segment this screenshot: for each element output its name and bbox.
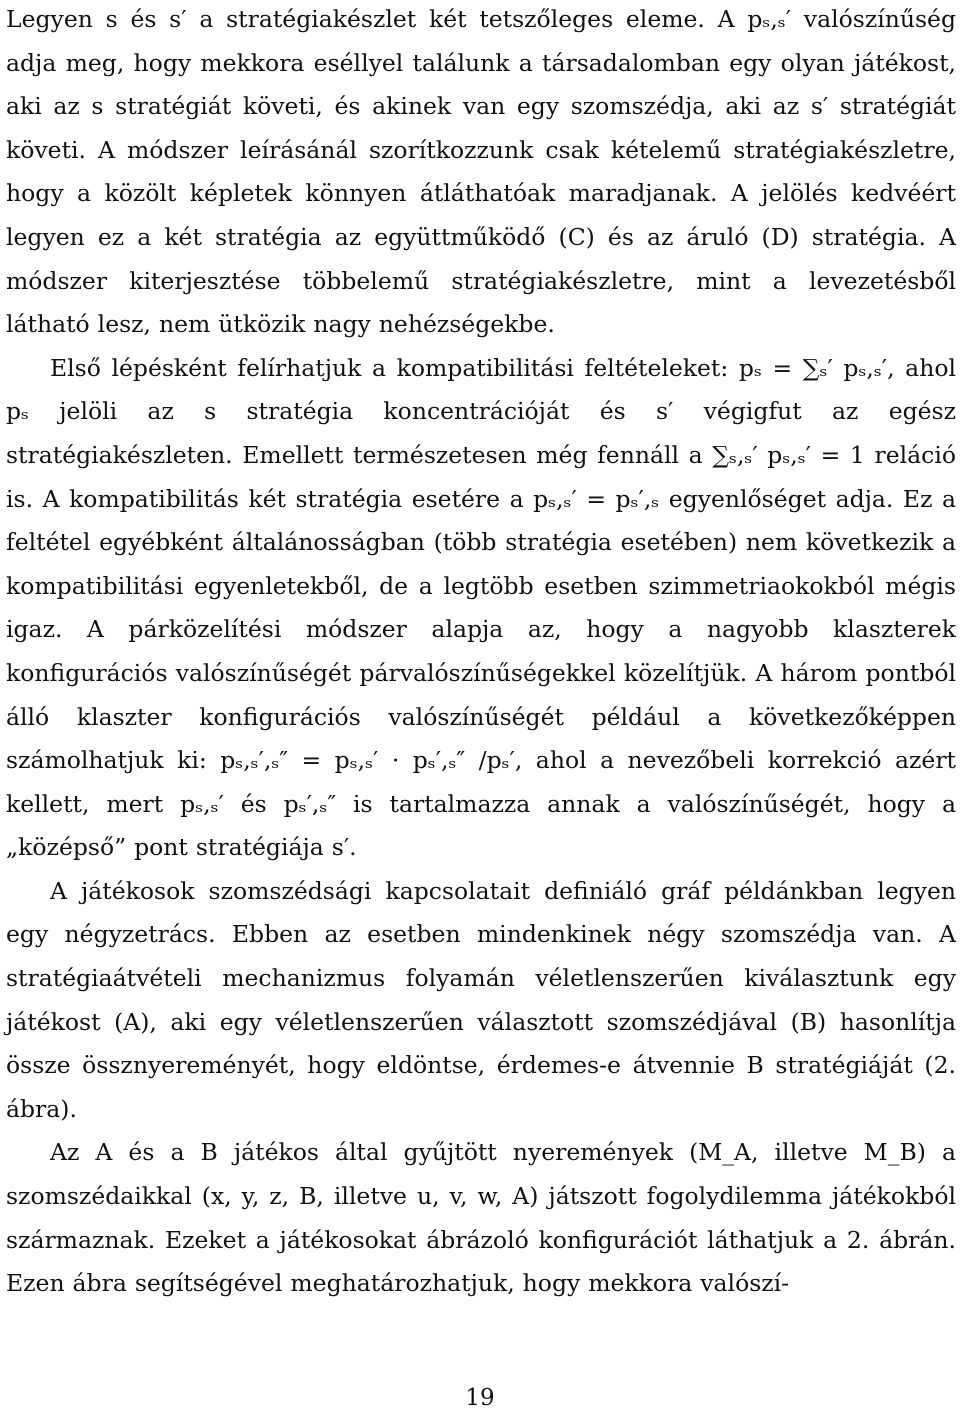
paragraph-2: Első lépésként felírhatjuk a kompatibilitási feltételeket: pₛ = ∑ₛ′ pₛ,ₛ′, ahol pₛ jelöli az s stratégia koncentrációját és s′ végigfut az egész stratégiakészleten. Emellett természetesen még fennáll a ∑ₛ,ₛ′ pₛ,ₛ′ = 1 reláció is. A kompatibilitás két stratégia esetére a pₛ,ₛ′ = pₛ′,ₛ egyenlőséget adja. Ez a feltétel egyébként általánosságban (több stratégia esetében) nem következik a kompatibilitási egyenletekből, de a legtöbb esetben szimmetriaokokból mégis igaz. A párközelítési módszer alapja az, hogy a nagyobb klaszterek konfigurációs valószínűségét párvalószínűségekkel közelítjük. A három pontból álló klaszter konfigurációs valószínűségét például a következőképpen számolhatjuk ki: pₛ,ₛ′,ₛ″ = pₛ,ₛ′ · pₛ′,ₛ″ /pₛ′, ahol a nevezőbeli korrekció azért kellett, mert pₛ,ₛ′ és pₛ′,ₛ″ is tartalmazza annak a valószínűségét, hogy a „középső” pont stratégiája s′. — [6, 353, 956, 862]
paragraph-1: Legyen s és s′ a stratégiakészlet két tetszőleges eleme. A pₛ,ₛ′ valószínűség adja meg, hogy mekkora eséllyel találunk a társadalomban egy olyan játékost, aki az s stratégiát követi, és akinek van egy szomszédja, aki az s′ stratégiát követi. A módszer leírásánál szorítkozzunk csak kételemű stratégiakészletre, hogy a közölt képletek könnyen átláthatóak maradjanak. A jelölés kedvéért legyen ez a két stratégia az együttműködő (C) és az áruló (D) stratégia. A módszer kiterjesztése többelemű stratégiakészletre, mint a levezetésből látható lesz, nem ütközik nagy nehézségekbe. — [6, 5, 956, 339]
paragraph-4: Az A és a B játékos által gyűjtött nyeremények (M_A, illetve M_B) a szomszédaikkal (x, y, z, B, illetve u, v, w, A) játszott fogolydilemma játékokból származnak. Ezeket a játékosokat ábrázoló konfigurációt láthatjuk a 2. ábrán. Ezen ábra segítségével meghatározhatjuk, hogy mekkora valószí- — [6, 1138, 956, 1298]
paragraph-3: A játékosok szomszédsági kapcsolatait definiáló gráf példánkban legyen egy négyzetrács. Ebben az esetben mindenkinek négy szomszédja van. A stratégiaátvételi mechanizmus folyamán véletlenszerűen kiválasztunk egy játékost (A), aki egy véletlenszerűen választott szomszédjával (B) hasonlítja össze össznyereményét, hogy eldöntse, érdemes-e átvennie B stratégiáját (2. ábra). — [6, 876, 956, 1123]
page-number: 19 — [465, 1385, 495, 1411]
page-body — [6, 0, 956, 1306]
